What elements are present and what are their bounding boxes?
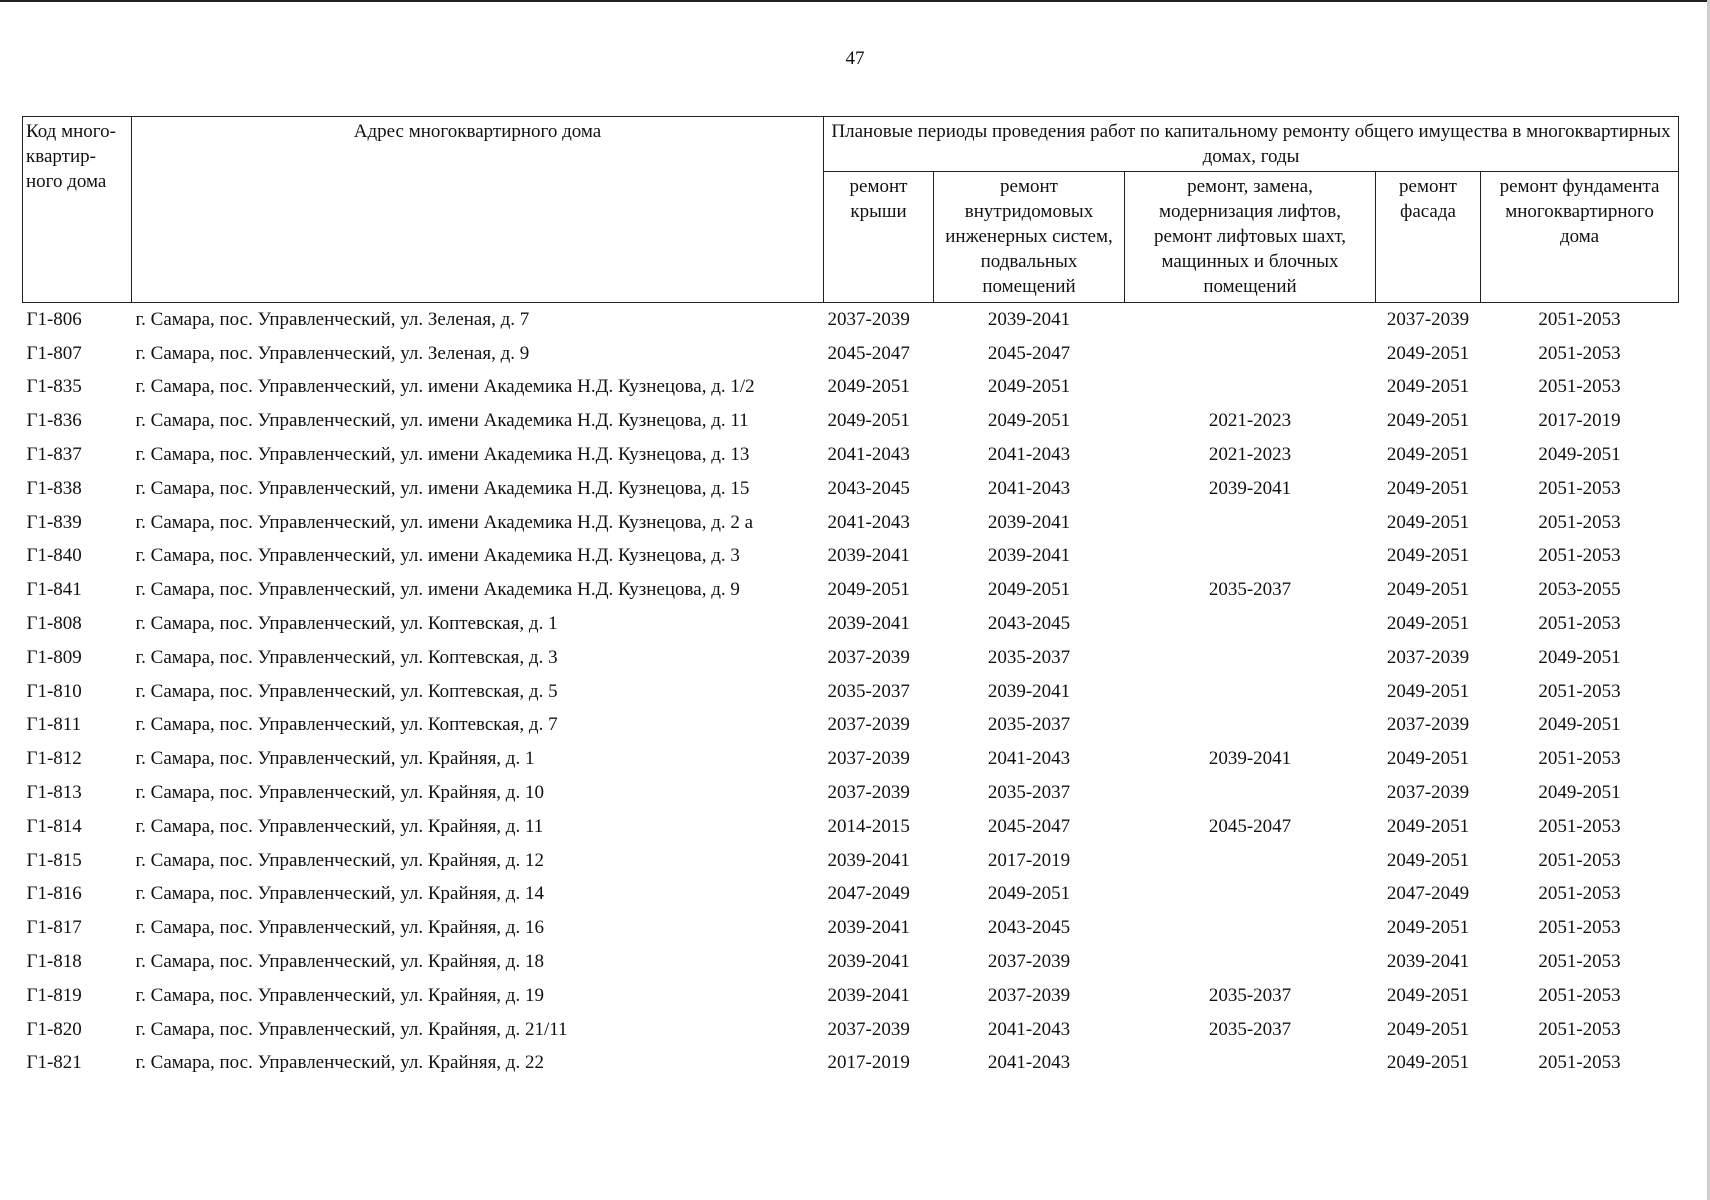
- cell-facade: 2049-2051: [1386, 748, 1470, 770]
- cell-lift: 2039-2041: [1208, 748, 1292, 770]
- cell-address: г. Самара, пос. Управленческий, ул. имени Академика Н.Д. Кузнецова, д. 3: [135, 545, 740, 567]
- table-body: [23, 303, 1679, 1081]
- cell-systems: 2049-2051: [987, 410, 1071, 432]
- table-header: [23, 117, 1679, 303]
- cell-address: г. Самара, пос. Управленческий, ул. имени Академика Н.Д. Кузнецова, д. 9: [135, 579, 740, 601]
- cell-roof: 2035-2037: [827, 680, 910, 702]
- table-row: [23, 303, 1679, 337]
- cell-code: Г1-817: [26, 917, 82, 939]
- cell-code: Г1-840: [26, 545, 82, 567]
- cell-foundation: 2051-2053: [1538, 849, 1621, 871]
- cell-roof: 2047-2049: [827, 883, 910, 905]
- cell-lift: 2035-2037: [1208, 579, 1292, 601]
- cell-roof: 2049-2051: [827, 410, 910, 432]
- cell-address: г. Самара, пос. Управленческий, ул. Крайняя, д. 14: [135, 883, 544, 905]
- cell-code: Г1-841: [26, 579, 82, 601]
- cell-roof: 2039-2041: [827, 984, 910, 1006]
- cell-foundation: 2049-2051: [1538, 782, 1621, 804]
- cell-code: Г1-806: [26, 308, 82, 330]
- table-row: [23, 438, 1679, 472]
- table-row: [23, 709, 1679, 743]
- cell-facade: 2039-2041: [1386, 951, 1470, 973]
- table-row: [23, 607, 1679, 641]
- cell-address: г. Самара, пос. Управленческий, ул. Крайняя, д. 16: [135, 917, 544, 939]
- cell-address: г. Самара, пос. Управленческий, ул. Коптевская, д. 5: [135, 680, 558, 702]
- cell-address: г. Самара, пос. Управленческий, ул. Коптевская, д. 1: [135, 613, 558, 635]
- cell-lift: [1125, 911, 1376, 945]
- cell-roof: 2037-2039: [827, 308, 910, 330]
- cell-code: Г1-838: [26, 477, 82, 499]
- cell-roof: 2014-2015: [827, 815, 910, 837]
- cell-address: г. Самара, пос. Управленческий, ул. Крайняя, д. 19: [135, 984, 544, 1006]
- cell-roof: 2037-2039: [827, 714, 910, 736]
- cell-address: г. Самара, пос. Управленческий, ул. имени Академика Н.Д. Кузнецова, д. 2 а: [135, 511, 754, 533]
- cell-roof: 2039-2041: [827, 917, 910, 939]
- cell-roof: 2039-2041: [827, 849, 910, 871]
- cell-foundation: 2053-2055: [1538, 579, 1621, 601]
- cell-facade: 2049-2051: [1386, 613, 1470, 635]
- cell-address: г. Самара, пос. Управленческий, ул. Крайняя, д. 22: [135, 1052, 544, 1074]
- cell-systems: 2039-2041: [987, 680, 1071, 702]
- cell-roof: 2039-2041: [827, 545, 910, 567]
- cell-systems: 2039-2041: [987, 308, 1071, 330]
- cell-foundation: 2051-2053: [1538, 376, 1621, 398]
- cell-foundation: 2051-2053: [1538, 308, 1621, 330]
- cell-facade: 2049-2051: [1386, 1052, 1470, 1074]
- scan-edge-top: [0, 0, 1710, 2]
- table-row: [23, 1047, 1679, 1081]
- cell-address: г. Самара, пос. Управленческий, ул. имени Академика Н.Д. Кузнецова, д. 15: [135, 477, 750, 499]
- cell-foundation: 2051-2053: [1538, 511, 1621, 533]
- cell-address: г. Самара, пос. Управленческий, ул. Крайняя, д. 18: [135, 951, 544, 973]
- cell-roof: 2037-2039: [827, 646, 910, 668]
- cell-systems: 2041-2043: [987, 1018, 1071, 1040]
- cell-address: г. Самара, пос. Управленческий, ул. Крайняя, д. 21/11: [135, 1018, 568, 1040]
- cell-foundation: 2017-2019: [1538, 410, 1621, 432]
- table-row: [23, 911, 1679, 945]
- cell-facade: 2037-2039: [1386, 782, 1470, 804]
- cell-roof: 2049-2051: [827, 579, 910, 601]
- header-systems: ремонт внутридомовых инженерных систем, подвальных помещений: [934, 172, 1125, 303]
- cell-facade: 2049-2051: [1386, 680, 1470, 702]
- cell-systems: 2041-2043: [987, 1052, 1071, 1074]
- cell-roof: 2041-2043: [827, 511, 910, 533]
- cell-code: Г1-836: [26, 410, 82, 432]
- cell-foundation: 2051-2053: [1538, 477, 1621, 499]
- cell-foundation: 2051-2053: [1538, 815, 1621, 837]
- cell-address: г. Самара, пос. Управленческий, ул. имени Академика Н.Д. Кузнецова, д. 11: [135, 410, 749, 432]
- cell-facade: 2037-2039: [1386, 714, 1470, 736]
- cell-foundation: 2051-2053: [1538, 951, 1621, 973]
- cell-facade: 2037-2039: [1386, 646, 1470, 668]
- cell-lift: 2035-2037: [1208, 984, 1292, 1006]
- cell-systems: 2039-2041: [987, 545, 1071, 567]
- cell-address: г. Самара, пос. Управленческий, ул. Крайняя, д. 10: [135, 782, 544, 804]
- cell-facade: 2049-2051: [1386, 376, 1470, 398]
- cell-code: Г1-807: [26, 342, 82, 364]
- cell-code: Г1-837: [26, 444, 82, 466]
- cell-lift: 2045-2047: [1208, 815, 1292, 837]
- table-row: [23, 742, 1679, 776]
- cell-code: Г1-839: [26, 511, 82, 533]
- cell-foundation: 2049-2051: [1538, 714, 1621, 736]
- cell-facade: 2049-2051: [1386, 444, 1470, 466]
- table-row: [23, 404, 1679, 438]
- cell-facade: 2037-2039: [1386, 308, 1470, 330]
- header-facade: ремонт фасада: [1376, 172, 1481, 303]
- cell-address: г. Самара, пос. Управленческий, ул. имени Академика Н.Д. Кузнецова, д. 13: [135, 444, 750, 466]
- table-row: [23, 506, 1679, 540]
- cell-systems: 2049-2051: [987, 376, 1071, 398]
- cell-code: Г1-813: [26, 782, 82, 804]
- cell-lift: [1125, 303, 1376, 337]
- cell-lift: [1125, 1047, 1376, 1081]
- cell-code: Г1-819: [26, 984, 82, 1006]
- cell-lift: [1125, 675, 1376, 709]
- cell-code: Г1-821: [26, 1052, 82, 1074]
- cell-address: г. Самара, пос. Управленческий, ул. Крайняя, д. 11: [135, 815, 544, 837]
- cell-systems: 2043-2045: [987, 917, 1071, 939]
- cell-lift: 2021-2023: [1208, 410, 1292, 432]
- cell-address: г. Самара, пос. Управленческий, ул. Коптевская, д. 3: [135, 646, 558, 668]
- cell-code: Г1-820: [26, 1018, 82, 1040]
- table-row: [23, 945, 1679, 979]
- table-row: [23, 472, 1679, 506]
- cell-foundation: 2051-2053: [1538, 917, 1621, 939]
- cell-address: г. Самара, пос. Управленческий, ул. Крайняя, д. 12: [135, 849, 544, 871]
- cell-roof: 2041-2043: [827, 444, 910, 466]
- cell-systems: 2049-2051: [987, 579, 1071, 601]
- cell-address: г. Самара, пос. Управленческий, ул. Коптевская, д. 7: [135, 714, 558, 736]
- table-row: [23, 776, 1679, 810]
- cell-roof: 2045-2047: [827, 342, 910, 364]
- cell-systems: 2043-2045: [987, 613, 1071, 635]
- cell-facade: 2049-2051: [1386, 579, 1470, 601]
- cell-systems: 2035-2037: [987, 646, 1071, 668]
- cell-foundation: 2051-2053: [1538, 613, 1621, 635]
- cell-lift: [1125, 709, 1376, 743]
- header-roof: ремонт крыши: [824, 172, 934, 303]
- cell-systems: 2035-2037: [987, 782, 1071, 804]
- cell-code: Г1-814: [26, 815, 82, 837]
- cell-foundation: 2051-2053: [1538, 680, 1621, 702]
- cell-systems: 2045-2047: [987, 342, 1071, 364]
- table-row: [23, 878, 1679, 912]
- cell-facade: 2049-2051: [1386, 849, 1470, 871]
- table-row: [23, 675, 1679, 709]
- cell-roof: 2039-2041: [827, 951, 910, 973]
- cell-lift: 2035-2037: [1208, 1018, 1292, 1040]
- cell-facade: 2047-2049: [1386, 883, 1470, 905]
- table-row: [23, 641, 1679, 675]
- cell-facade: 2049-2051: [1386, 342, 1470, 364]
- table-row: [23, 810, 1679, 844]
- cell-facade: 2049-2051: [1386, 511, 1470, 533]
- cell-foundation: 2049-2051: [1538, 444, 1621, 466]
- cell-roof: 2039-2041: [827, 613, 910, 635]
- table-row: [23, 540, 1679, 574]
- cell-foundation: 2051-2053: [1538, 748, 1621, 770]
- header-periods-group: Плановые периоды проведения работ по капитальному ремонту общего имущества в многоквартирных домах, годы: [824, 117, 1679, 172]
- cell-address: г. Самара, пос. Управленческий, ул. имени Академика Н.Д. Кузнецова, д. 1/2: [135, 376, 755, 398]
- header-code: Код много-квартир-ного дома: [23, 117, 132, 303]
- cell-systems: 2049-2051: [987, 883, 1071, 905]
- cell-foundation: 2051-2053: [1538, 1052, 1621, 1074]
- table-row: [23, 844, 1679, 878]
- header-lift: ремонт, замена, модернизация лифтов, ремонт лифтовых шахт, мащинных и блочных помещений: [1125, 172, 1376, 303]
- cell-facade: 2049-2051: [1386, 1018, 1470, 1040]
- cell-code: Г1-808: [26, 613, 82, 635]
- page-number: 47: [845, 48, 865, 69]
- cell-roof: 2043-2045: [827, 477, 910, 499]
- cell-lift: [1125, 506, 1376, 540]
- cell-code: Г1-811: [26, 714, 82, 736]
- cell-lift: [1125, 844, 1376, 878]
- cell-address: г. Самара, пос. Управленческий, ул. Зеленая, д. 7: [135, 308, 530, 330]
- cell-foundation: 2051-2053: [1538, 342, 1621, 364]
- cell-systems: 2045-2047: [987, 815, 1071, 837]
- cell-roof: 2049-2051: [827, 376, 910, 398]
- cell-roof: 2037-2039: [827, 782, 910, 804]
- cell-systems: 2035-2037: [987, 714, 1071, 736]
- cell-foundation: 2051-2053: [1538, 984, 1621, 1006]
- cell-systems: 2017-2019: [987, 849, 1071, 871]
- cell-lift: [1125, 337, 1376, 371]
- cell-facade: 2049-2051: [1386, 477, 1470, 499]
- cell-facade: 2049-2051: [1386, 410, 1470, 432]
- cell-lift: [1125, 945, 1376, 979]
- cell-systems: 2041-2043: [987, 748, 1071, 770]
- repair-schedule-table: [22, 116, 1679, 1080]
- cell-lift: [1125, 607, 1376, 641]
- cell-code: Г1-809: [26, 646, 82, 668]
- cell-lift: [1125, 878, 1376, 912]
- cell-systems: 2041-2043: [987, 477, 1071, 499]
- cell-roof: 2017-2019: [827, 1052, 910, 1074]
- table-row: [23, 573, 1679, 607]
- cell-foundation: 2049-2051: [1538, 646, 1621, 668]
- table-row: [23, 979, 1679, 1013]
- cell-lift: [1125, 540, 1376, 574]
- cell-roof: 2037-2039: [827, 748, 910, 770]
- cell-code: Г1-812: [26, 748, 82, 770]
- cell-lift: [1125, 641, 1376, 675]
- cell-code: Г1-815: [26, 849, 82, 871]
- cell-code: Г1-816: [26, 883, 82, 905]
- cell-roof: 2037-2039: [827, 1018, 910, 1040]
- cell-code: Г1-818: [26, 951, 82, 973]
- cell-systems: 2041-2043: [987, 444, 1071, 466]
- cell-foundation: 2051-2053: [1538, 1018, 1621, 1040]
- header-address: Адрес многоквартирного дома: [132, 117, 824, 303]
- cell-foundation: 2051-2053: [1538, 883, 1621, 905]
- cell-foundation: 2051-2053: [1538, 545, 1621, 567]
- cell-code: Г1-835: [26, 376, 82, 398]
- cell-facade: 2049-2051: [1386, 984, 1470, 1006]
- cell-facade: 2049-2051: [1386, 917, 1470, 939]
- cell-systems: 2037-2039: [987, 984, 1071, 1006]
- cell-systems: 2037-2039: [987, 951, 1071, 973]
- cell-lift: [1125, 776, 1376, 810]
- cell-lift: [1125, 371, 1376, 405]
- cell-address: г. Самара, пос. Управленческий, ул. Крайняя, д. 1: [135, 748, 535, 770]
- table-row: [23, 337, 1679, 371]
- cell-address: г. Самара, пос. Управленческий, ул. Зеленая, д. 9: [135, 342, 530, 364]
- header-foundation: ремонт фундамента многоквартирного дома: [1481, 172, 1679, 303]
- table-row: [23, 1013, 1679, 1047]
- cell-systems: 2039-2041: [987, 511, 1071, 533]
- cell-lift: 2039-2041: [1208, 477, 1292, 499]
- cell-lift: 2021-2023: [1208, 444, 1292, 466]
- cell-facade: 2049-2051: [1386, 815, 1470, 837]
- table-row: [23, 371, 1679, 405]
- cell-facade: 2049-2051: [1386, 545, 1470, 567]
- cell-code: Г1-810: [26, 680, 82, 702]
